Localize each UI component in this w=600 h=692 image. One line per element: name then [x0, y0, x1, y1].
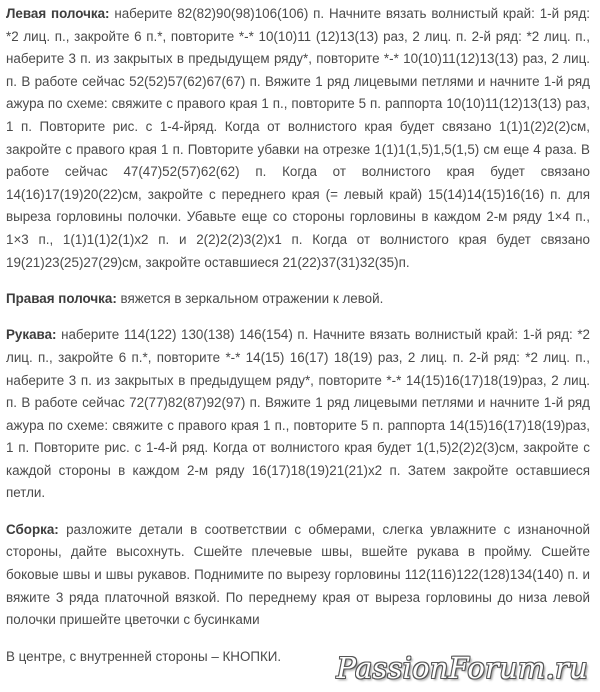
paragraph-text: разложите детали в соответствии с обмерами, слегка увлажните с изнаночной стороны, дайте высохнуть. Сшейте плечевые швы, вшейте рукава в пройму. Сшейте боковые швы и швы рукавов. Поднимите по вырезу горловины 112(116)122(128)134(140) п. и вяжите 3 ряда платочной вязкой. По переднему края от выреза горловины до низа левой полочки пришейте цветочки с бусинками — [6, 521, 590, 628]
paragraph-text: наберите 82(82)90(98)106(106) п. Начните вязать волнистый край: 1-й ряд: *2 лиц. п., закройте 6 п.*, повторите *-* 10(10)11 (12)13(13) раз, 2 лиц. п. 2-й ряд: *2 лиц. п., наберите 3 п. из закрытых в предыдущем ряду*, повторите *-* 10(10)11(12)13(13) раз, 2 лиц. п. В работе сейчас 52(52)57(62)67(67) п. Вяжите 1 ряд лицевыми петлями и начните 1-й ряд ажура по схеме: свяжите с правого края 1 п., повторите 5 п. раппорта 10(10)11(12)13(13) раз, 1 п. Повторите рис. с 1-4-йряд. Когда от волнистого края будет связано 1(1)1(2)2(2)см, закройте с правого края 1 п. Повторите убавки на отрезке 1(1)1(1,5)1,5(1,5) см еще 4 раза. В работе сейчас 47(47)52(57)62(62) п. Когда от волнистого края будет связано 14(16)17(19)20(22)см, закройте с переднего края (= левый край) 15(14)14(15)16(16) п. для выреза горловины полочки. Убавьте еще со стороны горловины в каждом 2-м ряду 1×4 п., 1×3 п., 1(1)1(1)2(1)х2 п. и 2(2)2(2)3(2)х1 п. Когда от волнистого края будет связано 19(21)23(25)27(29)см, закройте оставшиеся 21(22)37(31)32(35)п. — [6, 6, 590, 270]
paragraph-heading: Левая полочка: — [6, 6, 110, 21]
watermark-logo: PassionForum.ru — [336, 651, 588, 685]
paragraph-sleeves — [6, 324, 590, 505]
paragraph-left-front — [6, 3, 590, 274]
paragraph-text: вяжется в зеркальном отражении к левой. — [116, 290, 384, 306]
document-body — [6, 3, 590, 682]
paragraph-heading: Сборка: — [6, 521, 59, 537]
paragraph-right-front — [6, 288, 590, 311]
paragraph-assembly — [6, 519, 590, 632]
paragraph-text: В центре, с внутренней стороны – КНОПКИ. — [6, 648, 282, 664]
paragraph-heading: Рукава: — [6, 327, 57, 343]
paragraph-text: наберите 114(122) 130(138) 146(154) п. Начните вязать волнистый край: 1-й ряд: *2 лиц. п., закройте 6 п.*, повторите *-* 14(15) 16(17) 18(19) раз, 2 лиц. п. 2-й ряд: *2 лиц. п., наберите 3 п. из закрытых в предыдущем ряду*, повторите *-* 14(15)16(17)18(19)раз, 2 лиц. п. В работе сейчас 72(77)82(87)92(97) п. Вяжите 1 ряд лицевыми петлями и начните 1-й ряд ажура по схеме: свяжите с правого края 1 п., повторите 5 п. раппорта 14(15)16(17)18(19)раз, 1 п. Повторите рис. с 1-4-й ряд. Когда от волнистого края будет 1(1,5)2(2)2(3)см, закройте с каждой стороны в каждом 2-м ряду 16(17)18(19)21(21)х2 п. Затем закройте оставшиеся петли. — [6, 327, 590, 501]
paragraph-heading: Правая полочка: — [6, 290, 117, 306]
